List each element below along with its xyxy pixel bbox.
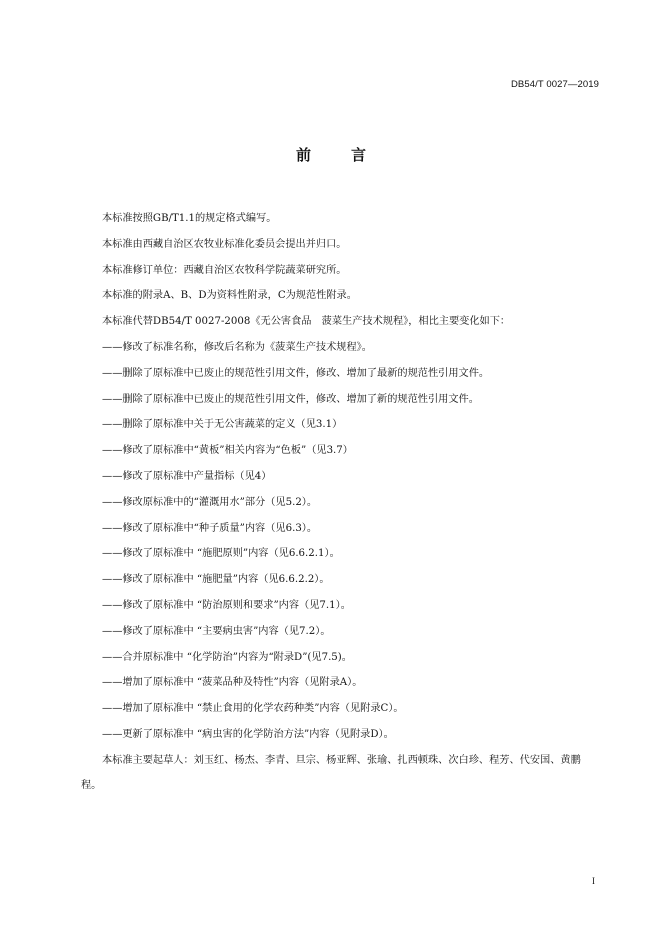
change-item: ——合并原标准中 “化学防治”内容为“附录D”(见7.5)。 — [102, 651, 352, 663]
change-item: ——修改了原标准中 “主要病虫害”内容（见7.2）。 — [102, 625, 331, 637]
page-number: I — [592, 876, 595, 886]
change-item: ——修改了原标准中 “施肥量”内容（见6.6.2.2）。 — [102, 574, 330, 586]
change-item: ——增加了原标准中 “菠菜品种及特性”内容（见附录A）。 — [102, 677, 363, 689]
change-item: ——修改了标准名称，修改后名称为《菠菜生产技术规程》。 — [102, 341, 372, 353]
foreword-body — [81, 206, 601, 799]
change-item: ——修改了原标准中“黄板”相关内容为“色板”（见3.7） — [102, 445, 353, 457]
change-item: ——增加了原标准中 “禁止食用的化学农药种类”内容（见附录C）。 — [102, 703, 404, 715]
paragraph-appendices: 本标准的附录A、B、D为资料性附录，C为规范性附录。 — [102, 290, 357, 302]
paragraph-replaces: 本标准代替DB54/T 0027-2008《无公害食品 菠菜生产技术规程》，相比主要变化如下： — [102, 316, 511, 328]
change-item: ——修改原标准中的“灌溉用水”部分（见5.2）。 — [102, 496, 318, 508]
change-item: ——删除了原标准中已废止的规范性引用文件，修改、增加了新的规范性引用文件。 — [102, 393, 479, 405]
change-item: ——删除了原标准中关于无公害蔬菜的定义（见3.1） — [102, 419, 343, 431]
change-item: ——修改了原标准中“种子质量”内容（见6.3）。 — [102, 522, 318, 534]
change-item: ——更新了原标准中 “病虫害的化学防治方法”内容（见附录D）。 — [102, 728, 394, 740]
change-item: ——修改了原标准中产量指标（见4） — [102, 470, 272, 482]
change-item: ——修改了原标准中 “防治原则和要求”内容（见7.1）。 — [102, 599, 351, 611]
change-item: ——删除了原标准中已废止的规范性引用文件，修改、增加了最新的规范性引用文件。 — [102, 367, 490, 379]
page-title: 前言 — [295, 146, 406, 164]
paragraph-format: 本标准按照GB/T1.1的规定格式编写。 — [102, 213, 277, 224]
paragraph-proposer: 本标准由西藏自治区农牧业标准化委员会提出并归口。 — [102, 238, 347, 250]
change-item: ——修改了原标准中 “施肥原则”内容（见6.6.2.1）。 — [102, 548, 340, 560]
standard-code: DB54/T 0027—2019 — [510, 79, 599, 90]
paragraph-revising-unit: 本标准修订单位：西藏自治区农牧科学院蔬菜研究所。 — [102, 264, 347, 276]
paragraph-drafters: 本标准主要起草人：刘玉红、杨杰、李青、旦宗、杨亚辉、张瑜、扎西顿珠、次白珍、程芳、代安国、黄鹏程。 — [81, 754, 581, 792]
